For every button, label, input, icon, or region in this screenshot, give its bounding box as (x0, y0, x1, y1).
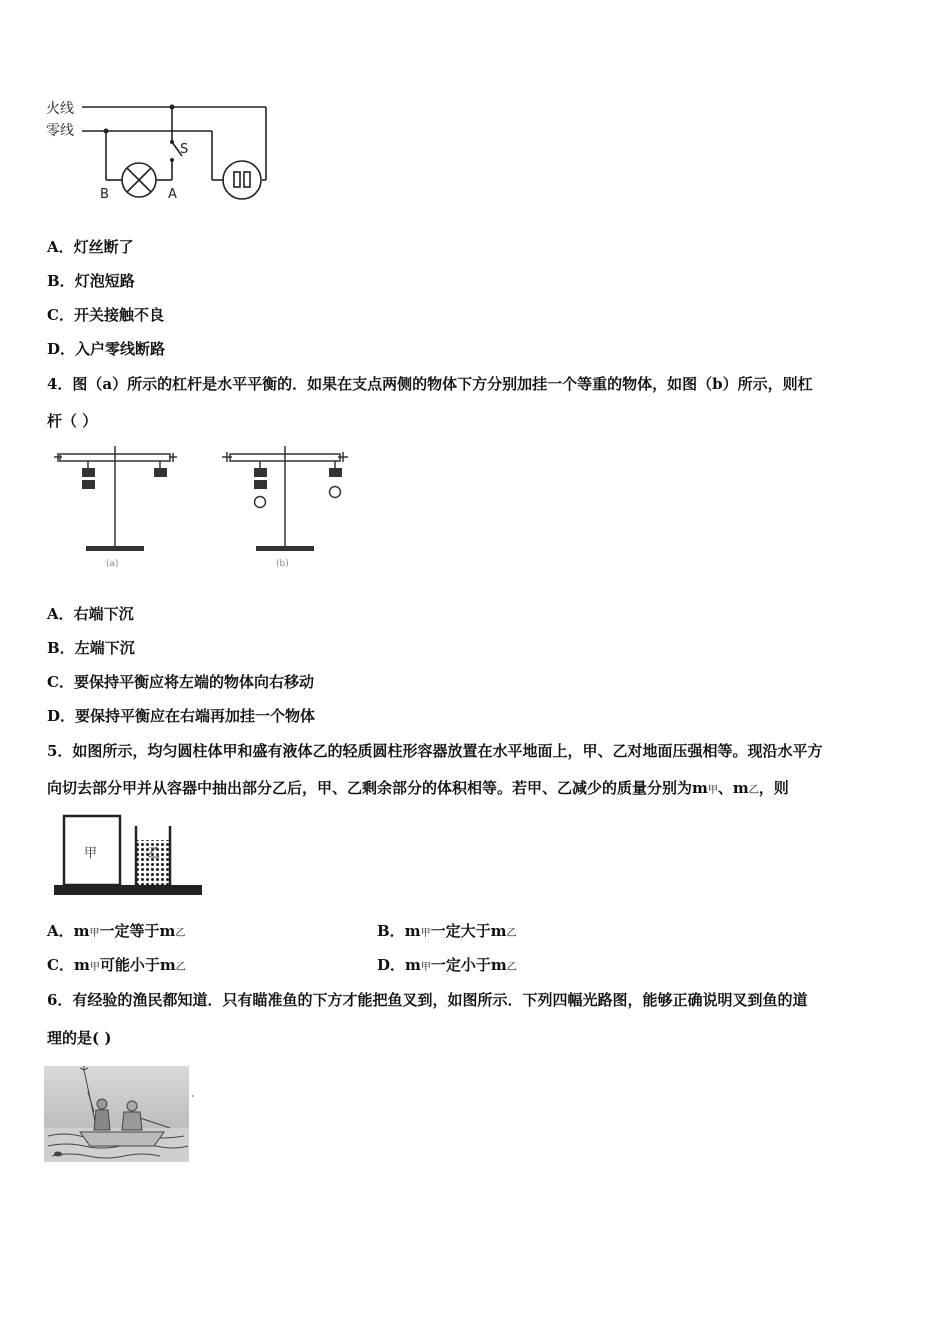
q4-option-d[interactable]: D．要保持平衡应在右端再加挂一个物体 (47, 707, 316, 725)
live-wire-label: 火线 (46, 101, 74, 117)
q6-stem-line2: 理的是( ) (47, 1029, 112, 1047)
lever-figure-b (218, 442, 353, 572)
q5-option-d[interactable]: D．m甲一定小于m乙 (377, 956, 517, 974)
lever-label-a: (a) (106, 559, 119, 569)
q3-option-b[interactable]: B．灯泡短路 (47, 272, 135, 290)
q3-option-c[interactable]: C．开关接触不良 (47, 306, 164, 324)
switch-label: S (180, 142, 189, 157)
lever-label-b: (b) (276, 559, 289, 569)
q4-stem-line2: 杆（ ） (47, 412, 98, 430)
q4-option-c[interactable]: C．要保持平衡应将左端的物体向右移动 (47, 673, 314, 691)
cylinder-container-figure (50, 812, 205, 898)
q5-option-a[interactable]: A．m甲一定等于m乙 (47, 922, 186, 940)
q4-option-a[interactable]: A．右端下沉 (47, 605, 134, 623)
q5-stem-line1: 5．如图所示，均匀圆柱体甲和盛有液体乙的轻质圆柱形容器放置在水平地面上，甲、乙对地面压强相等。现沿水平方 (47, 742, 823, 760)
neutral-wire-label: 零线 (46, 123, 74, 139)
q4-option-b[interactable]: B．左端下沉 (47, 639, 135, 657)
circuit-diagram (44, 98, 274, 208)
lever-figure-a (48, 442, 183, 572)
q6-stem-line1: 6．有经验的渔民都知道．只有瞄准鱼的下方才能把鱼叉到，如图所示．下列四幅光路图，能够正确说明叉到鱼的道 (47, 991, 808, 1009)
q5-option-b[interactable]: B．m甲一定大于m乙 (377, 922, 517, 940)
q5-option-c[interactable]: C．m甲可能小于m乙 (47, 956, 186, 974)
fisherman-illustration (44, 1066, 194, 1164)
point-a-label: A (168, 187, 177, 202)
jia-label: 甲 (84, 846, 98, 861)
q5-stem-line2: 向切去部分甲并从容器中抽出部分乙后，甲、乙剩余部分的体积相等。若甲、乙减少的质量分别为m甲、m乙，则 (47, 779, 789, 797)
point-b-label: B (100, 187, 109, 202)
q3-option-a[interactable]: A．灯丝断了 (47, 238, 134, 256)
q4-stem-line1: 4．图（a）所示的杠杆是水平平衡的．如果在支点两侧的物体下方分别加挂一个等重的物体，如图（b）所示，则杠 (47, 375, 813, 393)
yi-label: 乙 (147, 846, 161, 861)
q3-option-d[interactable]: D．入户零线断路 (47, 340, 166, 358)
